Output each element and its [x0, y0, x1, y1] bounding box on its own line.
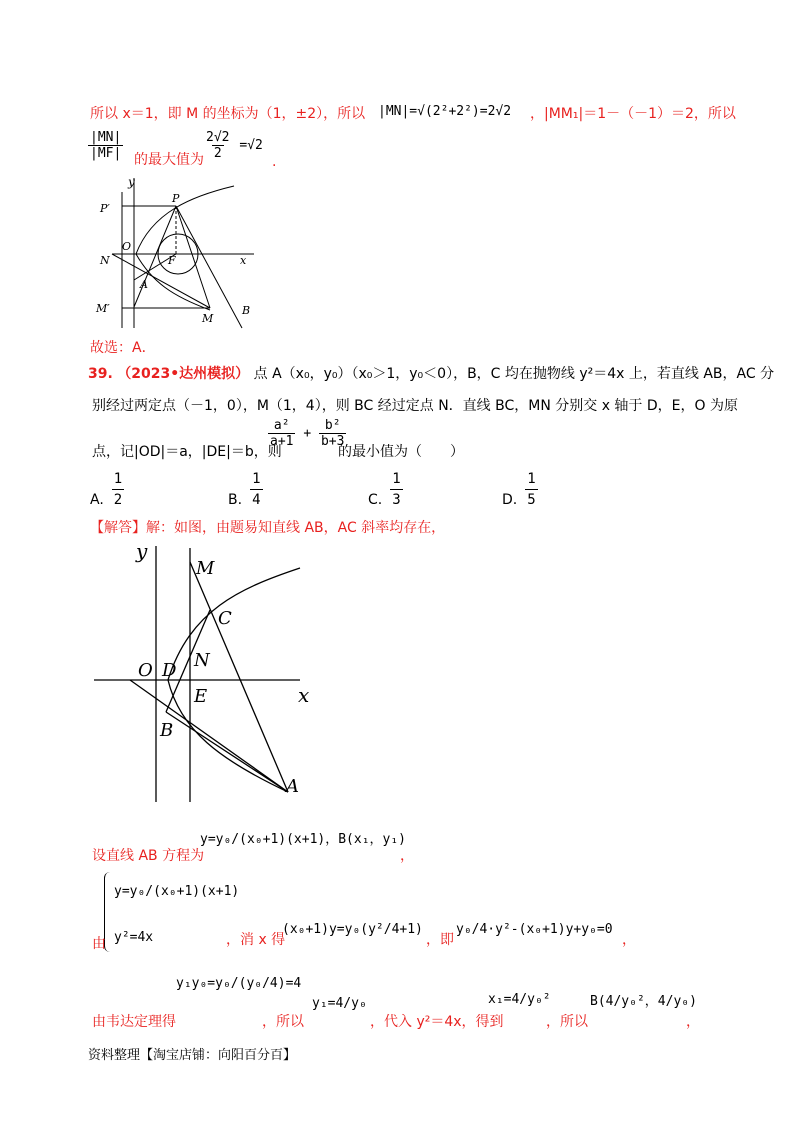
label-y: y: [136, 540, 148, 563]
parabola-curve: [136, 186, 234, 310]
label-n: N: [100, 254, 110, 267]
solution-line-1: [90, 104, 365, 124]
label-a: A: [140, 278, 148, 291]
ie-equation: y₀/4·y²-(x₀+1)y+y₀=0: [456, 922, 613, 937]
figure-parabola-1: [92, 172, 262, 330]
solution-line-1b: ，|MM₁|＝1－（－1）＝2，所以: [530, 106, 736, 122]
label-x: x: [240, 254, 247, 267]
label-o: O: [138, 660, 153, 681]
ie-tail: ，: [622, 932, 636, 948]
ie-text: ，即: [426, 932, 454, 948]
mn-over-mf-fraction: $\frac{|MN|}{|MF|}$: [90, 130, 122, 161]
eliminate-equation: (x₀+1)y=y₀(y²/4+1): [282, 922, 423, 937]
label-e: E: [194, 686, 208, 707]
question-expression: $\frac{\text{a²}}{a+1}$ + $\frac{\text{b²}}{b+3}$: [270, 418, 345, 449]
label-f: F: [168, 254, 176, 267]
question-39-line-3b: 的最小值为（ ）: [338, 444, 464, 460]
line-pm: [176, 206, 210, 308]
system-prefix: 由: [92, 936, 106, 952]
b-point: B(4/y₀²，4/y₀): [590, 994, 697, 1009]
question-text-1: 点 A（x₀，y₀）（x₀＞1，y₀＜0），B，C 均在抛物线 y²＝4x 上，若直线 AB，AC 分: [253, 366, 775, 382]
label-m: M: [196, 558, 215, 579]
option-b[interactable]: B. $\frac{1}{4}$: [228, 471, 261, 508]
question-number: 39.: [88, 366, 113, 382]
system-eq-1: y=y₀/(x₀+1)(x+1): [114, 884, 240, 899]
substitute-text: ，代入 y²＝4x，得到: [370, 1014, 504, 1030]
label-p-prime: P′: [100, 202, 110, 215]
ab-equation: y=y₀/(x₀+1)(x+1)，B(x₁，y₁): [200, 832, 407, 847]
option-c[interactable]: C. $\frac{1}{3}$: [368, 471, 401, 508]
y1-equation: y₁=4/y₀: [312, 996, 367, 1011]
so-text-2: ，所以: [546, 1014, 588, 1030]
question-39-line-2: 别经过两定点（－1，0），M（1，4），则 BC 经过定点 N．直线 BC，MN 分别交 x 轴于 D，E，O 为原: [92, 398, 738, 414]
label-a: A: [286, 776, 299, 797]
system-eq-2: y²=4x: [114, 930, 154, 945]
label-x: x: [298, 683, 310, 707]
question-39-line-1: [88, 364, 774, 384]
line-b-a-lower: [166, 712, 288, 792]
eliminate-x-text: ，消 x 得: [226, 932, 286, 948]
line1-text-a: 所以 x＝1，即 M 的坐标为（1，±2），所以: [90, 106, 366, 122]
vieta-equation: y₁y₀=y₀/(y₀/4)=4: [176, 976, 302, 991]
label-o: O: [122, 240, 132, 253]
label-n: N: [194, 650, 210, 671]
label-b: B: [242, 304, 251, 317]
question-source: （2023•达州模拟）: [117, 366, 250, 382]
label-b: B: [160, 720, 174, 741]
ab-line-suffix: ，: [400, 848, 414, 864]
solution-intro: 【解答】解：如图，由题易知直线 AB，AC 斜率均存在，: [90, 520, 446, 536]
figure-parabola-2: [90, 540, 320, 802]
x1-equation: x₁=4/y₀²: [488, 992, 551, 1007]
max-value-text: 的最大值为: [134, 152, 204, 168]
question-39-line-3: 点，记|OD|＝a，|DE|＝b，则: [92, 444, 282, 460]
line-nm: [112, 254, 210, 308]
option-a[interactable]: A. $\frac{1}{2}$: [90, 471, 123, 508]
label-y: y: [128, 175, 135, 189]
line2-period: .: [272, 154, 277, 170]
label-m-prime: M′: [96, 302, 110, 315]
solution-tag: 【解答】: [90, 520, 146, 536]
max-value-expression: $\frac{2√2}{2}$ =√2: [206, 130, 263, 161]
ab-line-prefix: 设直线 AB 方程为: [92, 848, 205, 864]
mn-expression: |MN|=√(2²+2²)=2√2: [378, 104, 512, 119]
label-d: D: [162, 660, 177, 681]
label-c: C: [218, 608, 232, 629]
vieta-prefix: 由韦达定理得: [92, 1014, 176, 1030]
answer-line: 故选：A．: [90, 340, 156, 356]
label-m: M: [202, 312, 214, 325]
option-d[interactable]: D. $\frac{1}{5}$: [502, 471, 536, 508]
footer-text: 资料整理【淘宝店铺：向阳百分百】: [88, 1048, 297, 1063]
label-p: P: [172, 192, 180, 205]
end-comma: ，: [686, 1014, 700, 1030]
so-text-1: ，所以: [262, 1014, 304, 1030]
